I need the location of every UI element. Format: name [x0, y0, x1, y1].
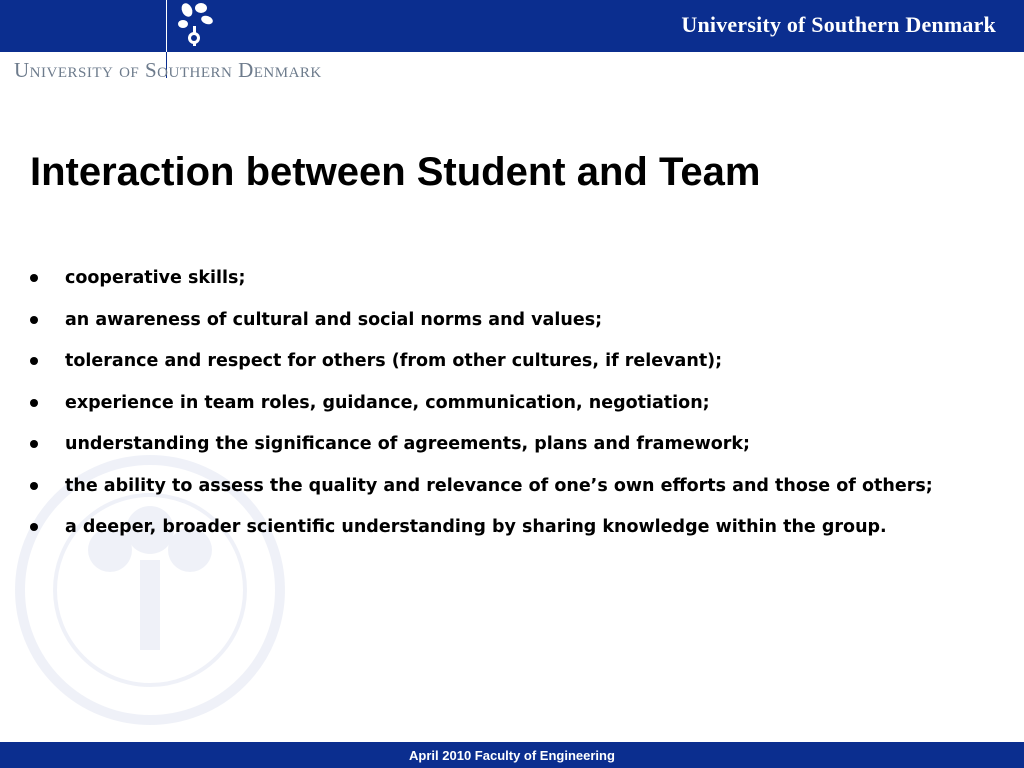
bullet-icon — [30, 523, 38, 531]
bullet-text: cooperative skills; — [65, 268, 246, 288]
list-item — [30, 511, 1010, 553]
footer-text: April 2010 Faculty of Engineering — [409, 748, 615, 763]
list-item — [30, 387, 1010, 429]
footer-bar — [0, 742, 1024, 768]
bullet-icon — [30, 316, 38, 324]
bullet-icon — [30, 357, 38, 365]
logo — [166, 0, 223, 52]
tree-logo-icon — [171, 0, 219, 52]
bullet-text: understanding the significance of agreements, plans and framework; — [65, 434, 751, 454]
list-item — [30, 304, 1010, 346]
bullet-icon — [30, 440, 38, 448]
bullet-text: experience in team roles, guidance, communication, negotiation; — [65, 392, 710, 413]
bullet-icon — [30, 482, 38, 490]
bullet-text: tolerance and respect for others (from other cultures, if relevant); — [65, 351, 723, 371]
header-bar — [0, 0, 1024, 52]
bullet-list — [30, 262, 1010, 553]
bullet-text: a deeper, broader scientific understanding by sharing knowledge within the group. — [65, 517, 887, 537]
bullet-text: an awareness of cultural and social norms and values; — [65, 309, 603, 330]
slide-title: Interaction between Student and Team — [30, 150, 761, 194]
list-item — [30, 262, 1010, 304]
bullet-icon — [30, 274, 38, 282]
list-item — [30, 470, 1010, 512]
bullet-text: the ability to assess the quality and relevance of one’s own efforts and those of others; — [65, 475, 933, 496]
university-subtitle: University of Southern Denmark — [14, 58, 322, 82]
university-name: University of Southern Denmark — [681, 12, 996, 37]
list-item — [30, 345, 1010, 387]
list-item — [30, 428, 1010, 470]
bullet-icon — [30, 399, 38, 407]
